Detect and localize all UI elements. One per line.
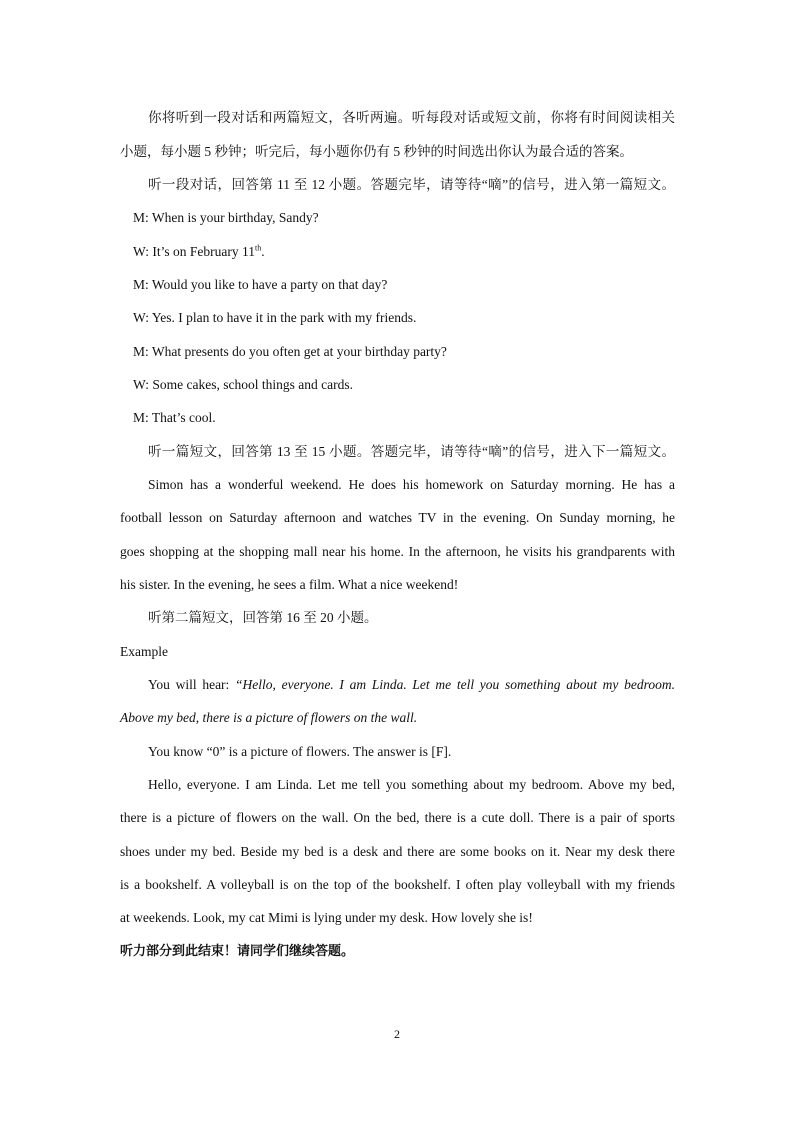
ordinal-suffix: th [254, 243, 262, 253]
passage1-line: his sister. In the evening, he sees a film. What a nice weekend! [120, 577, 459, 592]
instructions-line-2: 小题，每小题 5 秒钟；听完后，每小题你仍有 5 秒钟的时间选出你认为最合适的答案。 [120, 144, 633, 159]
example-label: Example [120, 644, 168, 659]
passage2-line: is a bookshelf. A volleyball is on the top of the bookshelf. I often play volleyball with my friends [120, 877, 675, 892]
dialogue-line: W: Yes. I plan to have it in the park with my friends. [133, 310, 417, 325]
example-answer: You know “0” is a picture of flowers. The answer is [F]. [148, 744, 452, 759]
passage1-line: Simon has a wonderful weekend. He does his homework on Saturday morning. He has a [148, 477, 675, 492]
end-note: 听力部分到此结束！请同学们继续答题。 [120, 944, 355, 959]
passage2-line: at weekends. Look, my cat Mimi is lying under my desk. How lovely she is! [120, 910, 533, 925]
section3-intro: 听第二篇短文，回答第 16 至 20 小题。 [148, 610, 378, 625]
passage1-line: football lesson on Saturday afternoon and watches TV in the evening. On Sunday morning, he [120, 510, 675, 525]
instructions-line-1: 你将听到一段对话和两篇短文，各听两遍。听每段对话或短文前，你将有时间阅读相关 [148, 110, 675, 125]
page-number: 2 [394, 1027, 400, 1041]
example-quote-1: “Hello, everyone. I am Linda. Let me tell you something about my bedroom. [235, 677, 675, 692]
dialogue-line: M: What presents do you often get at your birthday party? [133, 344, 447, 359]
dialogue-line: M: Would you like to have a party on that day? [133, 277, 388, 292]
example-quote-2: Above my bed, there is a picture of flowers on the wall. [120, 710, 418, 725]
you-will-hear-label: You will hear: [148, 677, 236, 692]
passage2-line: Hello, everyone. I am Linda. Let me tell you something about my bedroom. Above my bed, [148, 777, 675, 792]
passage2-line: shoes under my bed. Beside my bed is a desk and there are some books on it. Near my desk there [120, 844, 675, 859]
passage1-line: goes shopping at the shopping mall near his home. In the afternoon, he visits his grandparents with [120, 544, 675, 559]
dialogue-line: M: When is your birthday, Sandy? [133, 210, 319, 225]
dialogue-line: M: That’s cool. [133, 410, 216, 425]
dialogue-text: W: It’s on February 11 [133, 244, 255, 259]
section1-intro: 听一段对话，回答第 11 至 12 小题。答题完毕，请等待“嘀”的信号，进入第一篇短文。 [148, 177, 675, 192]
example-you-will-hear [148, 675, 675, 695]
passage2-line: there is a picture of flowers on the wall. On the bed, there is a cute doll. There is a pair of sports [120, 810, 675, 825]
dialogue-line: W: Some cakes, school things and cards. [133, 377, 353, 392]
dialogue-line [133, 242, 673, 262]
section2-intro: 听一篇短文，回答第 13 至 15 小题。答题完毕，请等待“嘀”的信号，进入下一篇短文。 [148, 444, 675, 459]
dialogue-punct: . [261, 244, 265, 259]
